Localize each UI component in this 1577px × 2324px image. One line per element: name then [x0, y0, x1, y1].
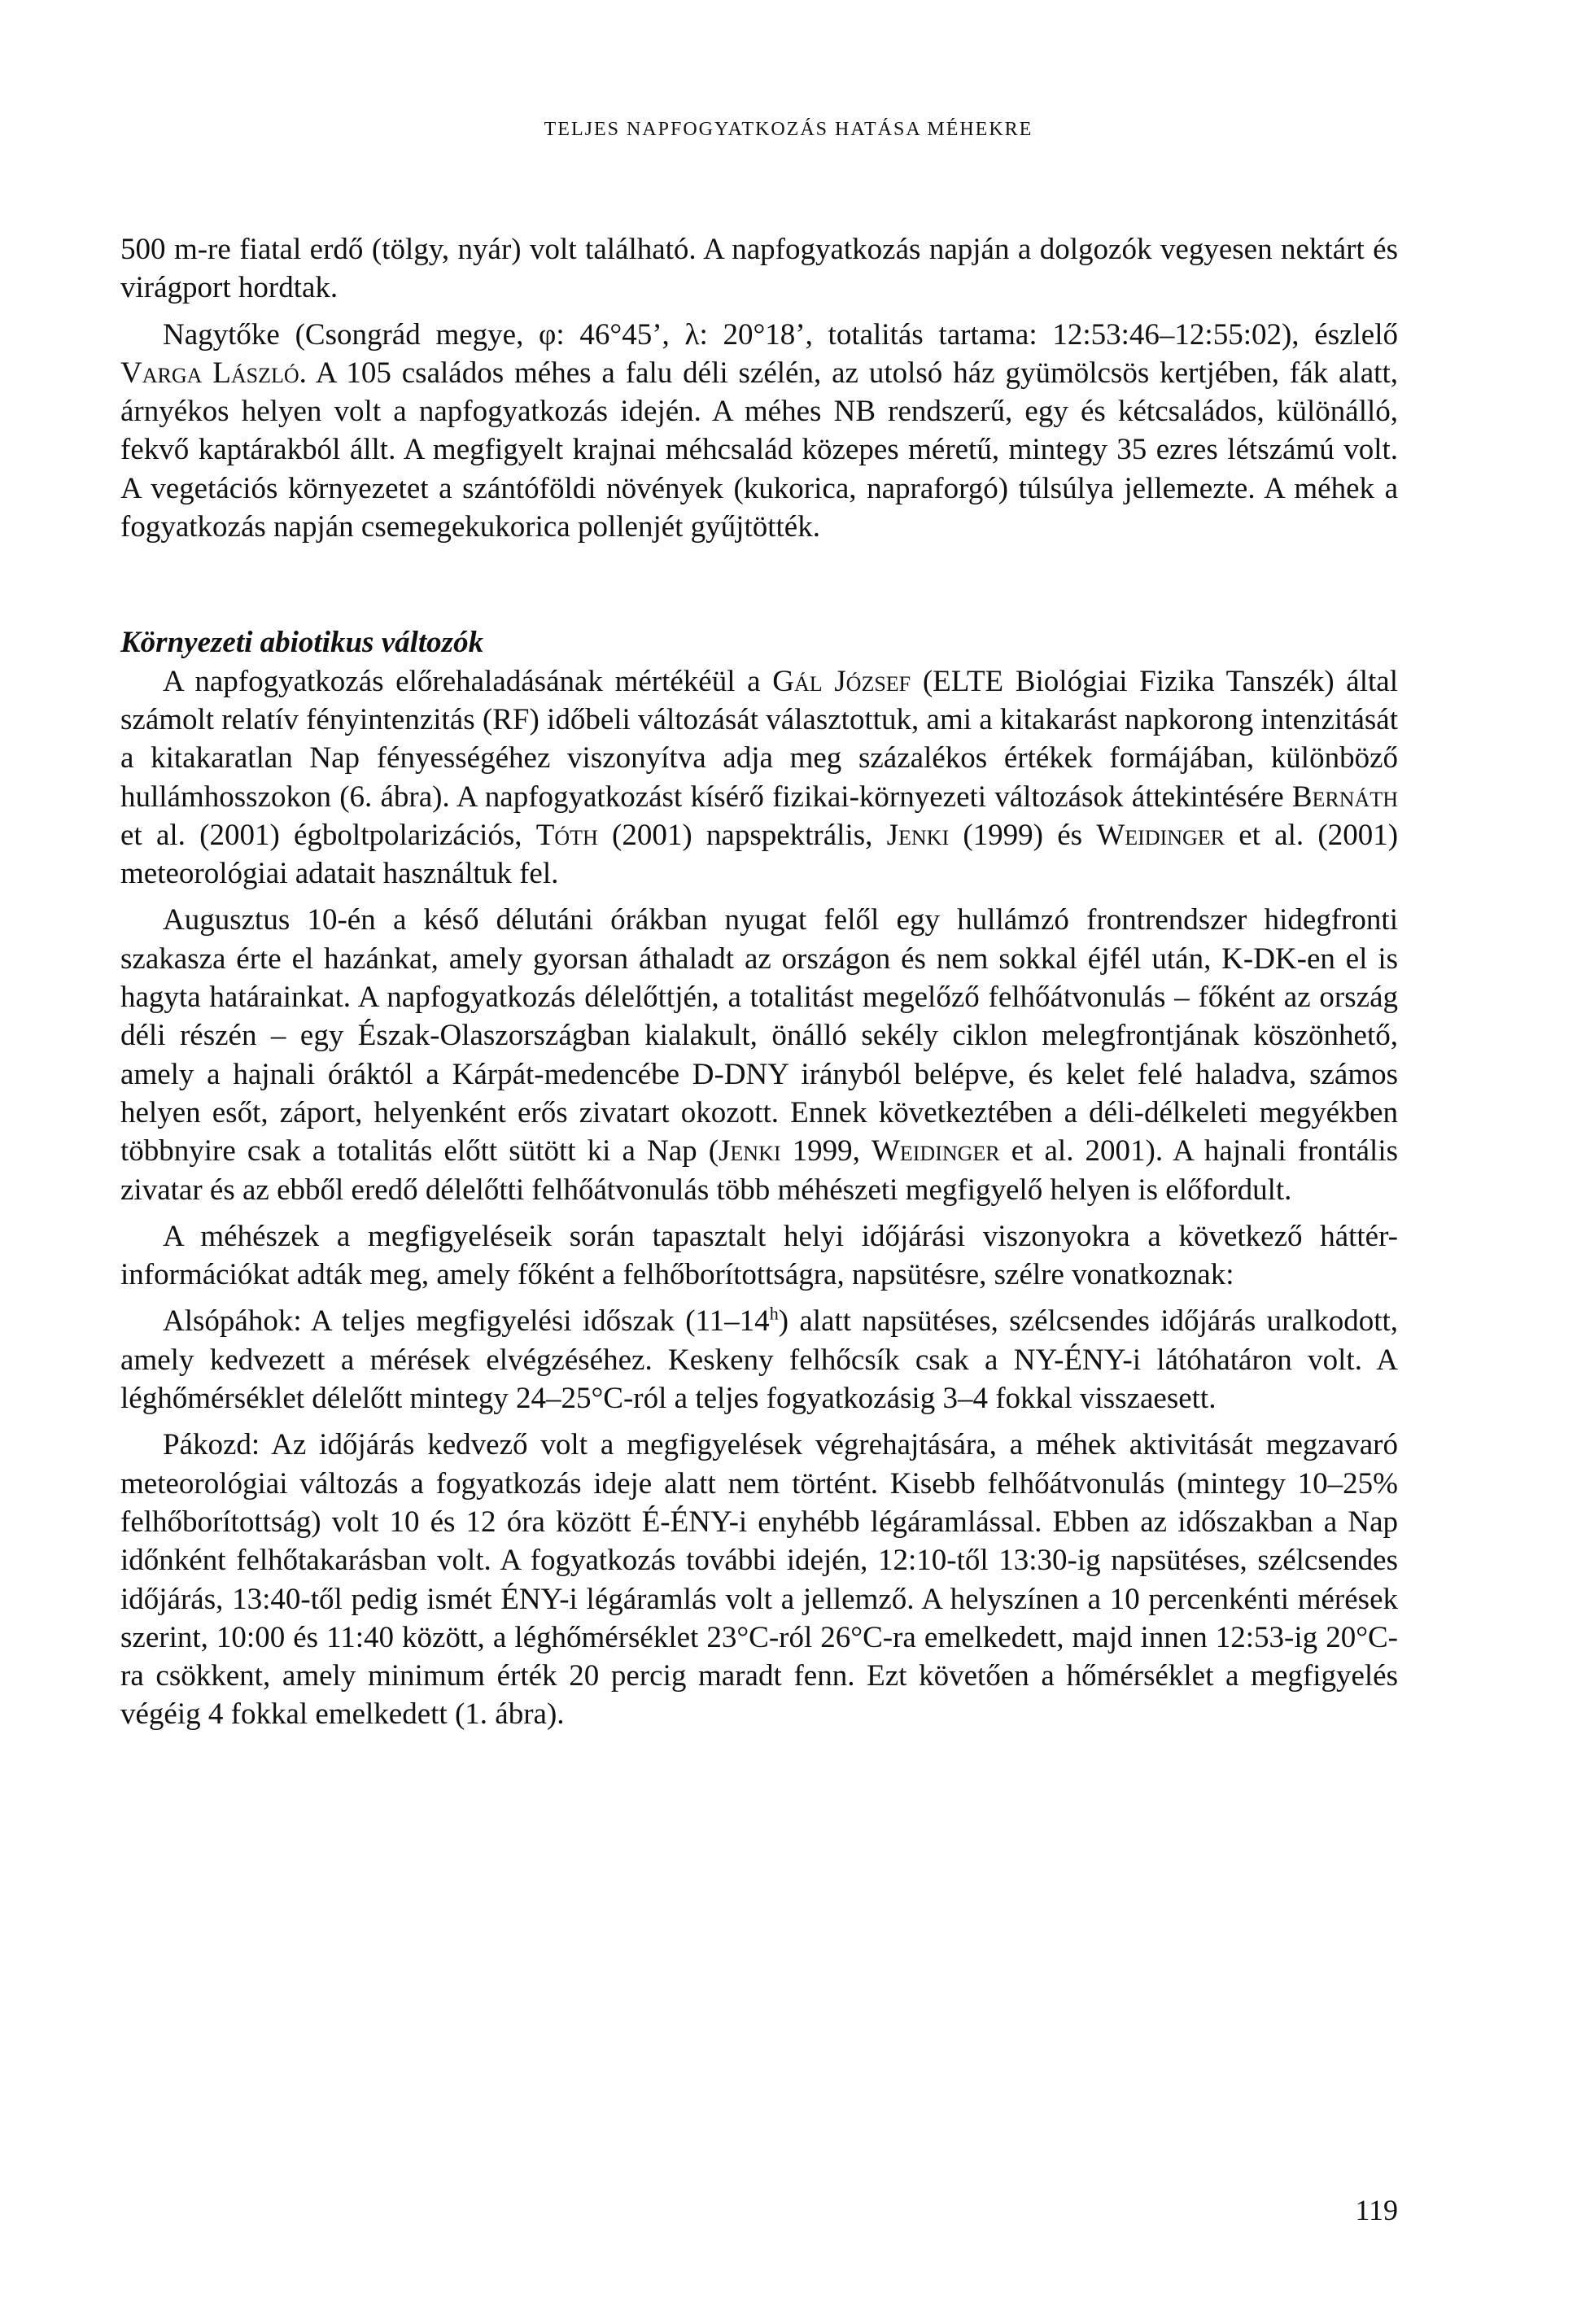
p6-text-1: Alsópáhok: A teljes megfigyelési időszak (11–14	[163, 1304, 770, 1339]
p2-text-1: Nagytőke (Csongrád megye, φ: 46°45’, λ: 20°18’, totalitás tartama: 12:53:46–12:55:02), észlelő	[163, 317, 1398, 352]
paragraph-3	[120, 662, 1398, 893]
author-name: Gál József	[772, 664, 911, 698]
paragraph-4	[120, 901, 1398, 1208]
body-text	[120, 230, 1398, 1734]
author-name: Tóth	[535, 818, 598, 852]
author-name: Jenki	[719, 1134, 781, 1169]
paragraph-1: 500 m-re fiatal erdő (tölgy, nyár) volt található. A napfogyatkozás napján a dolgozók vegyesen nektárt és virágport hordtak.	[120, 233, 1398, 305]
p6-text-2: ) alatt napsütéses, szélcsendes időjárás uralkodott, amely kedvezett a mérések elvégzéséhez. Keskeny felhőcsík csak a NY-ÉNY-i látóhatáron volt. A léghőmérséklet délelőtt mintegy 24–25°C-ról a teljes fogyatkozásig 3–4 fokkal visszaesett.	[120, 1304, 1399, 1416]
paragraph-6	[120, 1302, 1398, 1418]
running-head: TELJES NAPFOGYATKOZÁS HATÁSA MÉHEKRE	[544, 119, 1033, 140]
page-number: 119	[1355, 2194, 1398, 2226]
author-name: Jenki	[886, 818, 950, 852]
author-name: Bernáth	[1291, 780, 1398, 814]
paragraph-2	[120, 316, 1398, 547]
p3-text-3: et al. (2001) égboltpolarizációs,	[120, 818, 536, 852]
author-name: Weidinger	[1096, 818, 1225, 852]
p4-text-3: et al. 2001). A hajnali frontális zivatar és az ebből eredő délelőtti felhőátvonulás több méhészeti megfigyelő helyen is előfordult.	[120, 1134, 1398, 1207]
paragraph-5: A méhészek a megfigyeléseik során tapasztalt helyi időjárási viszonyokra a következő háttér-információkat adták meg, amely főként a felhőborítottságra, napsütésre, szélre vonatkoznak:	[120, 1219, 1398, 1292]
p3-text-4: (2001) napspektrális,	[597, 818, 887, 852]
p3-text-6: et al. (2001) meteorológiai adatait használtuk fel.	[120, 818, 1399, 891]
p4-text-2: 1999,	[780, 1134, 872, 1169]
p3-text-5: (1999) és	[949, 818, 1097, 852]
p2-text-2: . A 105 családos méhes a falu déli szélén, az utolsó ház gyümölcsös kertjében, fák alatt, árnyékos helyen volt a napfogyatkozás idején. A méhes NB rendszerű, egy és kétcsaládos, különálló, fekvő kaptárakból állt. A megfigyelt krajnai méhcsalád közepes méretű, mintegy 35 ezres létszámú volt. A vegetációs környezetet a szántóföldi növények (kukorica, napraforgó) túlsúlya jellemezte. A méhek a fogyatkozás napján csemegekukorica pollenjét gyűjtötték.	[120, 356, 1398, 544]
paragraph-7: Pákozd: Az időjárás kedvező volt a megfigyelések végrehajtására, a méhek aktivitását megzavaró meteorológiai változás a fogyatkozás ideje alatt nem történt. Kisebb felhőátvonulás (mintegy 10–25% felhőborítottság) volt 10 és 12 óra között É-ÉNY-i enyhébb légáramlással. Ebben az időszakban a Nap időnként felhőtakarásban volt. A fogyatkozás további idején, 12:10-től 13:30-ig napsütéses, szélcsendes időjárás, 13:40-től pedig ismét ÉNY-i légáramlás volt a jellemző. A helyszínen a 10 percenkénti mérések szerint, 10:00 és 11:40 között, a léghőmérséklet 23°C-ról 26°C-ra emelkedett, majd innen 12:53-ig 20°C-ra csökkent, amely minimum érték 20 percig maradt fenn. Ezt követően a hőmérséklet a megfigyelés végéig 4 fokkal emelkedett (1. ábra).	[120, 1428, 1398, 1732]
p4-text-1: Augusztus 10-én a késő délutáni órákban nyugat felől egy hullámzó frontrendszer hidegfronti szakasza érte el hazánkat, amely gyorsan áthaladt az országon és nem sokkal éjfél után, K-DK-en el is hagyta határainkat. A napfogyatkozás délelőttjén, a totalitást megelőző felhőátvonulás – főként az ország déli részén – egy Észak-Olaszországban kialakult, önálló sekély ciklon melegfrontjának köszönhető, amely a hajnali óráktól a Kárpát-medencébe D-DNY irányból belépve, és kelet felé haladva, számos helyen esőt, záport, helyenként erős zivatart okozott. Ennek következtében a déli-délkeleti megyékben többnyire csak a totalitás előtt sütött ki a Nap (	[120, 903, 1398, 1169]
p3-text-2: (ELTE Biológiai Fizika Tanszék) által számolt relatív fényintenzitás (RF) időbeli változását választottuk, ami a kitakarást napkorong intenzitását a kitakaratlan Nap fényességéhez viszonyítva adja meg százalékos értékek formájában, különböző hullámhosszokon (6. ábra). A napfogyatkozást kísérő fizikai-környezeti változások áttekintésére	[120, 664, 1398, 814]
section-heading: Környezeti abiotikus változók	[120, 626, 484, 660]
observer-name: Varga László	[120, 356, 299, 390]
author-name: Weidinger	[871, 1134, 1000, 1169]
hour-superscript: h	[769, 1304, 779, 1325]
p3-text-1: A napfogyatkozás előrehaladásának mértékéül a	[163, 664, 773, 698]
